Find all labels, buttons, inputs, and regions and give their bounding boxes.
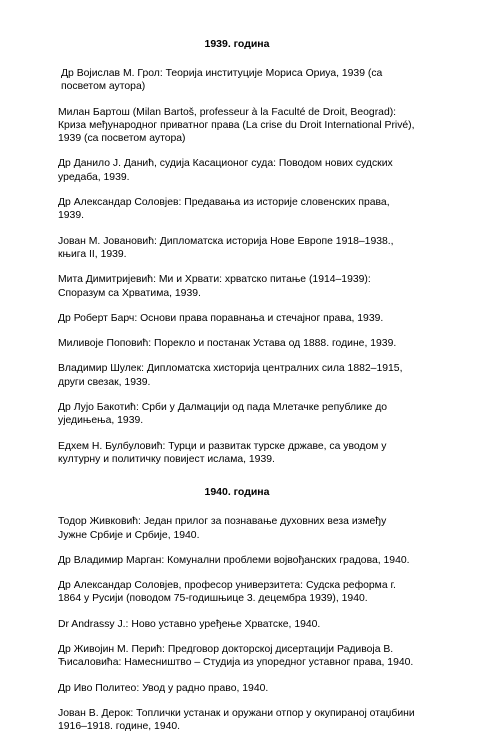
list-item: Тодор Живковић: Један прилог за познавање духовних веза између Јужне Србије и Србије, 1940.	[58, 516, 387, 541]
list-item: Др Иво Политео: Увод у радно право, 1940.	[58, 682, 269, 694]
list-item: Др Александар Соловјев: Предавања из историје словенских права, 1939.	[58, 197, 390, 222]
list-item: Др Роберт Барч: Основи права поравнања и стечајног права, 1939.	[58, 312, 384, 324]
list-item: Др Војислав М. Грол: Теорија институције Мориса Ориуа, 1939 (са посветом аутора)	[61, 68, 383, 93]
list-item: Dr Andrassy J.: Ново уставно уређење Хрватске, 1940.	[58, 618, 321, 630]
list-item: Едхем Н. Булбуловић: Турци и развитак турске државе, са уводом у културну и политичку повијест ислама, 1939.	[58, 440, 387, 465]
list-item: Јован В. Дерок: Топлички устанак и оружани отпор у окупираној отаџбини 1916–1918. године, 1940.	[58, 707, 415, 733]
list-item: Др Лујо Бакотић: Срби у Далмацији од пада Млетачке републике до уједињења, 1939.	[58, 402, 388, 427]
list-item: Јован М. Јовановић: Дипломатска историја Нове Европе 1918–1938., књига II, 1939.	[58, 235, 394, 260]
list-item: Мита Димитријевић: Ми и Хрвати: хрватско питање (1914–1939): Споразум са Хрватима, 1939.	[58, 274, 371, 299]
list-item: Др Александар Соловјев, професор универзитета: Судска реформа г. 1864 у Русији (поводом 75-годишњице 3. децембра 1939), 1940.	[58, 580, 396, 605]
list-item: Владимир Шулек: Дипломатска хисторија централних сила 1882–1915, други свезак, 1939.	[58, 363, 403, 388]
list-item: Милан Бартош (Milan Bartoš, professeur à la Faculté de Droit, Beograd): Криза међународног приватног права (La crise du Droit International Privé), 1939 (са посветом аутора)	[58, 106, 415, 145]
list-item: Др Данило Ј. Данић, судија Касационог суда: Поводом нових судских уредаба, 1939.	[58, 158, 393, 183]
section-heading-1939: 1939. година	[204, 38, 270, 50]
list-item: Миливоје Поповић: Порекло и постанак Устава од 1888. године, 1939.	[58, 338, 397, 350]
section-heading-1940: 1940. година	[204, 486, 270, 499]
list-item: Др Владимир Марган: Комунални проблеми војвођанских градова, 1940.	[58, 554, 410, 566]
list-item: Др Живојин М. Перић: Предговор докторској дисертацији Радивоја В. Ћисаловића: Намесништво – Студија из упоредног уставног права, 1940.	[58, 644, 414, 669]
